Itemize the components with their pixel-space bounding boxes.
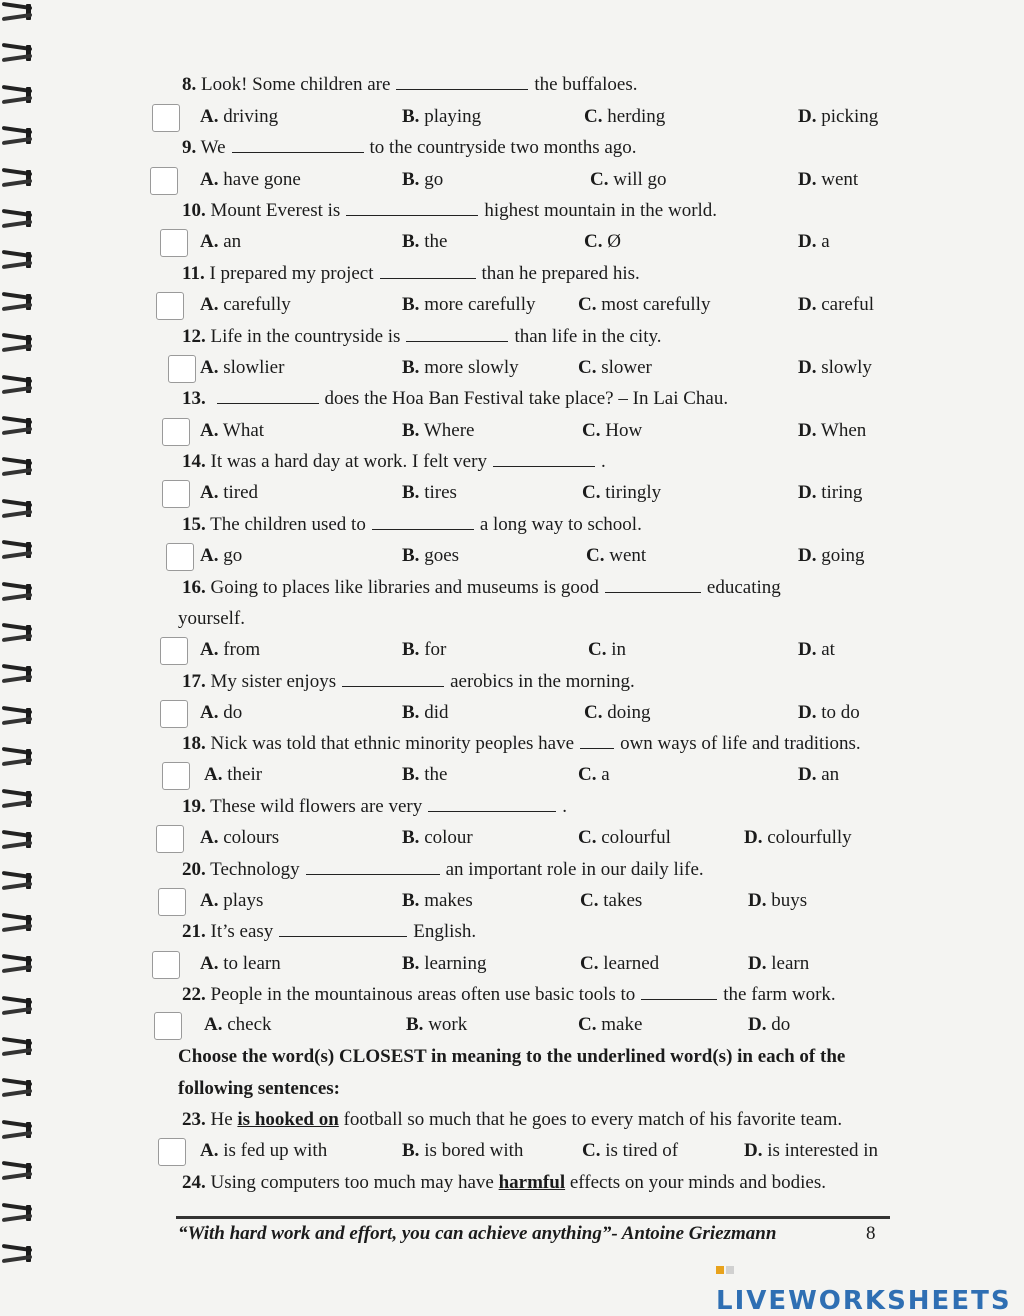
question-24 bbox=[182, 1172, 826, 1194]
footer-quote: “With hard work and effort, you can achieve anything”- Antoine Griezmann bbox=[178, 1223, 777, 1244]
page-number: 8 bbox=[866, 1223, 876, 1244]
option-b: B. is bored with bbox=[402, 1140, 524, 1161]
option-c: C. takes bbox=[580, 890, 643, 911]
answer-blank[interactable] bbox=[406, 327, 508, 342]
answer-blank[interactable] bbox=[372, 515, 474, 530]
question-text-before: It was a hard day at work. I felt very bbox=[210, 451, 487, 472]
options-21 bbox=[0, 953, 1024, 979]
options-16 bbox=[0, 639, 1024, 665]
option-c: C. colourful bbox=[578, 827, 671, 848]
question-17 bbox=[182, 671, 635, 693]
question-text-before: Nick was told that ethnic minority peoples have bbox=[210, 733, 575, 754]
question-18 bbox=[182, 733, 861, 755]
options-9 bbox=[0, 169, 1024, 195]
option-c: C. is tired of bbox=[582, 1140, 679, 1161]
question-number: 11. bbox=[182, 263, 205, 284]
question-text-after: than life in the city. bbox=[514, 326, 662, 347]
question-text-before: We bbox=[200, 137, 226, 158]
option-d: D. at bbox=[798, 639, 835, 660]
question-text-before: Technology bbox=[210, 859, 300, 880]
question-number: 24. bbox=[182, 1172, 206, 1193]
question-number: 12. bbox=[182, 326, 206, 347]
question-text-before: Using computers too much may have bbox=[210, 1172, 494, 1193]
question-number: 10. bbox=[182, 200, 206, 221]
option-d: D. do bbox=[748, 1014, 791, 1035]
options-15 bbox=[0, 545, 1024, 571]
options-11 bbox=[0, 294, 1024, 320]
answer-blank[interactable] bbox=[217, 389, 319, 404]
option-c: C. tiringly bbox=[582, 482, 662, 503]
answer-blank[interactable] bbox=[306, 860, 440, 875]
options-17 bbox=[0, 702, 1024, 728]
question-text-before: My sister enjoys bbox=[210, 671, 337, 692]
option-b: B. go bbox=[402, 169, 444, 190]
answer-blank[interactable] bbox=[342, 672, 444, 687]
option-b: B. for bbox=[402, 639, 447, 660]
option-b: B. more slowly bbox=[402, 357, 519, 378]
option-d: D. picking bbox=[798, 106, 879, 127]
option-c: C. How bbox=[582, 420, 643, 441]
answer-blank[interactable] bbox=[493, 452, 595, 467]
option-a: A. check bbox=[204, 1014, 272, 1035]
question-text-after: . bbox=[562, 796, 568, 817]
option-c: C. Ø bbox=[584, 231, 621, 252]
question-23 bbox=[182, 1109, 842, 1131]
option-c: C. went bbox=[586, 545, 647, 566]
option-d: D. an bbox=[798, 764, 840, 785]
option-b: B. tires bbox=[402, 482, 457, 503]
answer-blank[interactable] bbox=[346, 201, 478, 216]
option-a: A. carefully bbox=[200, 294, 291, 315]
question-text-after: does the Hoa Ban Festival take place? – In Lai Chau. bbox=[324, 388, 729, 409]
underlined-word: harmful bbox=[498, 1172, 566, 1193]
brand-logo: LIVEWORKSHEETS bbox=[716, 1262, 1024, 1278]
option-b: B. colour bbox=[402, 827, 473, 848]
option-d: D. going bbox=[798, 545, 865, 566]
option-c: C. make bbox=[578, 1014, 643, 1035]
option-b: B. learning bbox=[402, 953, 487, 974]
option-d: D. When bbox=[798, 420, 867, 441]
option-b: B. the bbox=[402, 231, 448, 252]
option-a: A. colours bbox=[200, 827, 280, 848]
option-a: A. driving bbox=[200, 106, 279, 127]
question-text-after: . bbox=[600, 451, 606, 472]
question-number: 13. bbox=[182, 388, 206, 409]
instruction-line-1: Choose the word(s) CLOSEST in meaning to the underlined word(s) in each of the bbox=[178, 1046, 846, 1067]
option-d: D. learn bbox=[748, 953, 810, 974]
options-20 bbox=[0, 890, 1024, 916]
question-text-before: The children used to bbox=[210, 514, 366, 535]
option-c: C. doing bbox=[584, 702, 651, 723]
option-a: A. plays bbox=[200, 890, 264, 911]
answer-blank[interactable] bbox=[428, 797, 556, 812]
answer-blank[interactable] bbox=[580, 734, 614, 749]
option-d: D. a bbox=[798, 231, 830, 252]
question-13 bbox=[182, 388, 728, 410]
answer-blank[interactable] bbox=[605, 578, 701, 593]
question-number: 9. bbox=[182, 137, 197, 158]
question-22 bbox=[182, 984, 836, 1006]
question-text-before: He bbox=[210, 1109, 233, 1130]
question-text-before: Mount Everest is bbox=[210, 200, 341, 221]
question-19 bbox=[182, 796, 567, 818]
option-d: D. is interested in bbox=[744, 1140, 879, 1161]
option-a: A. an bbox=[200, 231, 242, 252]
question-continuation: yourself. bbox=[178, 608, 246, 629]
instruction-line-2: following sentences: bbox=[178, 1078, 341, 1099]
option-a: A. do bbox=[200, 702, 243, 723]
option-c: C. in bbox=[588, 639, 627, 660]
question-text-after: aerobics in the morning. bbox=[450, 671, 635, 692]
option-b: B. Where bbox=[402, 420, 475, 441]
options-8 bbox=[0, 106, 1024, 132]
option-b: B. goes bbox=[402, 545, 460, 566]
question-14 bbox=[182, 451, 606, 473]
question-9 bbox=[182, 137, 637, 159]
option-c: C. herding bbox=[584, 106, 666, 127]
option-c: C. a bbox=[578, 764, 610, 785]
options-19 bbox=[0, 827, 1024, 853]
footer-rule bbox=[176, 1216, 890, 1219]
question-text-after: the farm work. bbox=[723, 984, 836, 1005]
option-a: A. from bbox=[200, 639, 261, 660]
question-number: 21. bbox=[182, 921, 206, 942]
options-10 bbox=[0, 231, 1024, 257]
question-text-after: a long way to school. bbox=[479, 514, 642, 535]
question-text-after: to the countryside two months ago. bbox=[369, 137, 637, 158]
option-a: A. have gone bbox=[200, 169, 301, 190]
question-text-after: highest mountain in the world. bbox=[484, 200, 718, 221]
option-d: D. careful bbox=[798, 294, 874, 315]
options-12 bbox=[0, 357, 1024, 383]
question-number: 19. bbox=[182, 796, 206, 817]
option-a: A. slowlier bbox=[200, 357, 285, 378]
option-a: A. their bbox=[204, 764, 263, 785]
question-text-before: These wild flowers are very bbox=[210, 796, 423, 817]
question-text-before: Look! Some children are bbox=[201, 74, 391, 95]
question-text-before: Life in the countryside is bbox=[210, 326, 401, 347]
option-d: D. to do bbox=[798, 702, 860, 723]
question-15 bbox=[182, 514, 642, 536]
answer-blank[interactable] bbox=[641, 985, 717, 1000]
question-11 bbox=[182, 263, 640, 285]
answer-blank[interactable] bbox=[380, 264, 476, 279]
option-c: C. most carefully bbox=[578, 294, 711, 315]
underlined-phrase: is hooked on bbox=[237, 1109, 339, 1130]
question-16 bbox=[182, 577, 781, 599]
question-text-before: I prepared my project bbox=[209, 263, 374, 284]
question-20 bbox=[182, 859, 704, 881]
option-b: B. playing bbox=[402, 106, 482, 127]
question-number: 15. bbox=[182, 514, 206, 535]
option-b: B. the bbox=[402, 764, 448, 785]
options-22 bbox=[0, 1014, 1024, 1040]
answer-blank[interactable] bbox=[279, 922, 407, 937]
option-a: A. tired bbox=[200, 482, 259, 503]
option-d: D. tiring bbox=[798, 482, 863, 503]
question-text-after: football so much that he goes to every match of his favorite team. bbox=[343, 1109, 843, 1130]
options-14 bbox=[0, 482, 1024, 508]
option-d: D. colourfully bbox=[744, 827, 852, 848]
question-12 bbox=[182, 326, 662, 348]
answer-blank[interactable] bbox=[232, 138, 364, 153]
question-number: 18. bbox=[182, 733, 206, 754]
option-a: A. go bbox=[200, 545, 243, 566]
question-number: 8. bbox=[182, 74, 197, 95]
question-text-before: People in the mountainous areas often use basic tools to bbox=[210, 984, 636, 1005]
options-23 bbox=[0, 1140, 1024, 1166]
question-8 bbox=[182, 74, 637, 96]
question-text-after: English. bbox=[413, 921, 477, 942]
question-text-after: own ways of life and traditions. bbox=[620, 733, 861, 754]
question-number: 22. bbox=[182, 984, 206, 1005]
question-text-after: effects on your minds and bodies. bbox=[569, 1172, 826, 1193]
option-b: B. work bbox=[406, 1014, 468, 1035]
option-b: B. did bbox=[402, 702, 449, 723]
question-number: 20. bbox=[182, 859, 206, 880]
question-number: 14. bbox=[182, 451, 206, 472]
option-a: A. What bbox=[200, 420, 265, 441]
question-10 bbox=[182, 200, 717, 222]
option-d: D. went bbox=[798, 169, 859, 190]
question-text-after: than he prepared his. bbox=[481, 263, 640, 284]
options-18 bbox=[0, 764, 1024, 790]
question-21 bbox=[182, 921, 476, 943]
option-d: D. slowly bbox=[798, 357, 872, 378]
question-text-after: the buffaloes. bbox=[534, 74, 638, 95]
question-text-before: It’s easy bbox=[210, 921, 274, 942]
question-number: 16. bbox=[182, 577, 206, 598]
question-text-before: Going to places like libraries and museums is good bbox=[210, 577, 599, 598]
option-c: C. slower bbox=[578, 357, 652, 378]
question-text-after: educating bbox=[706, 577, 781, 598]
option-b: B. more carefully bbox=[402, 294, 536, 315]
option-a: A. to learn bbox=[200, 953, 281, 974]
option-d: D. buys bbox=[748, 890, 808, 911]
question-number: 23. bbox=[182, 1109, 206, 1130]
question-number: 17. bbox=[182, 671, 206, 692]
option-b: B. makes bbox=[402, 890, 473, 911]
question-text-after: an important role in our daily life. bbox=[445, 859, 704, 880]
option-c: C. will go bbox=[590, 169, 667, 190]
options-13 bbox=[0, 420, 1024, 446]
option-a: A. is fed up with bbox=[200, 1140, 328, 1161]
answer-blank[interactable] bbox=[396, 75, 528, 90]
option-c: C. learned bbox=[580, 953, 660, 974]
